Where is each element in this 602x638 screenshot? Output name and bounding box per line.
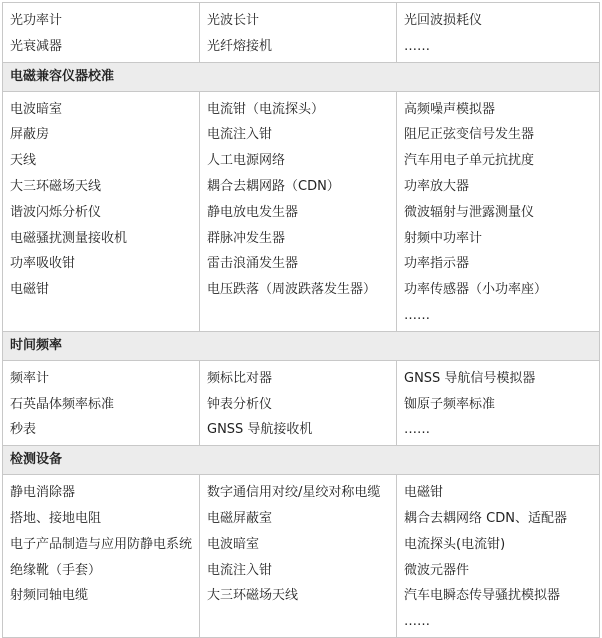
- column-cell: [3, 475, 200, 638]
- equipment-item: 频标比对器: [207, 370, 273, 386]
- section-title: 时间频率: [3, 331, 600, 360]
- equipment-item: 秒表: [10, 422, 37, 438]
- column-cell: [397, 3, 600, 63]
- section-title: 检测设备: [3, 446, 600, 475]
- equipment-item: 高频噪声模拟器: [404, 101, 496, 117]
- equipment-item: 功率吸收钳: [10, 256, 76, 272]
- column-cell: [397, 91, 600, 331]
- equipment-item: 电磁钳: [10, 282, 50, 298]
- equipment-item: 耦合去耦网络 CDN、适配器: [404, 510, 567, 526]
- equipment-item: 电波暗室: [10, 101, 63, 117]
- equipment-item: 频率计: [10, 370, 50, 386]
- equipment-item: 大三环磁场天线: [10, 178, 102, 194]
- equipment-item: 电流探头(电流钳): [404, 536, 506, 552]
- equipment-item: 电子产品制造与应用防静电系统: [10, 536, 193, 552]
- equipment-item: 铷原子频率标准: [404, 396, 496, 412]
- equipment-item: 静电消除器: [10, 485, 76, 501]
- column-cell: [200, 3, 397, 63]
- equipment-item: [10, 303, 199, 329]
- equipment-item: 钟表分析仪: [207, 396, 273, 412]
- equipment-item: ……: [404, 422, 430, 438]
- equipment-item: 微波辐射与泄露测量仪: [404, 204, 535, 220]
- section-body-row: [3, 360, 600, 445]
- equipment-item: ……: [404, 38, 430, 54]
- equipment-item: 雷击浪涌发生器: [207, 256, 299, 272]
- equipment-item: 光功率计: [10, 13, 63, 28]
- equipment-item: [207, 609, 396, 635]
- equipment-item: 电磁屏蔽室: [207, 510, 273, 526]
- equipment-item: 静电放电发生器: [207, 204, 299, 220]
- equipment-item: 光回波损耗仪: [404, 13, 483, 28]
- equipment-item: 群脉冲发生器: [207, 230, 286, 246]
- equipment-item: 汽车用电子单元抗扰度: [404, 153, 535, 169]
- column-cell: [200, 475, 397, 638]
- equipment-item: 功率放大器: [404, 178, 470, 194]
- equipment-item: 人工电源网络: [207, 153, 286, 169]
- section-header-row: [3, 446, 600, 475]
- equipment-item: 汽车电瞬态传导骚扰模拟器: [404, 588, 561, 604]
- section-body-row: [3, 3, 600, 63]
- column-cell: [3, 3, 200, 63]
- section-title: 电磁兼容仪器校准: [3, 62, 600, 91]
- section-header-row: [3, 331, 600, 360]
- equipment-item: 搭地、接地电阻: [10, 510, 102, 526]
- equipment-item: 谐波闪烁分析仪: [10, 204, 102, 220]
- equipment-item: ……: [404, 307, 430, 323]
- equipment-item: 功率传感器（小功率座）: [404, 282, 548, 298]
- equipment-item: 射频同轴电缆: [10, 588, 89, 604]
- equipment-item: 光衰减器: [10, 38, 63, 54]
- equipment-item: 电压跌落（周波跌落发生器）: [207, 282, 377, 298]
- equipment-item: 光波长计: [207, 13, 260, 28]
- equipment-item: 电流注入钳: [207, 562, 273, 578]
- equipment-item: 射频中功率计: [404, 230, 483, 246]
- equipment-item: 天线: [10, 153, 37, 169]
- equipment-item: 光纤熔接机: [207, 38, 273, 54]
- equipment-item: 功率指示器: [404, 256, 470, 272]
- equipment-item: 屏蔽房: [10, 127, 50, 143]
- equipment-item: 电流钳（电流探头）: [207, 101, 325, 117]
- equipment-item: ……: [404, 614, 430, 630]
- equipment-item: [10, 609, 199, 635]
- equipment-item: 电波暗室: [207, 536, 260, 552]
- equipment-item: 大三环磁场天线: [207, 588, 299, 604]
- equipment-item: 电流注入钳: [207, 127, 273, 143]
- section-body-row: [3, 475, 600, 638]
- equipment-item: [207, 303, 396, 329]
- equipment-item: 电磁钳: [404, 485, 444, 501]
- equipment-item: 数字通信用对绞/星绞对称电缆: [207, 485, 381, 501]
- equipment-table: [2, 2, 599, 638]
- column-cell: [200, 360, 397, 445]
- column-cell: [200, 91, 397, 331]
- equipment-item: GNSS 导航信号模拟器: [404, 370, 536, 386]
- column-cell: [397, 475, 600, 638]
- equipment-item: 阻尼正弦变信号发生器: [404, 127, 535, 143]
- equipment-item: 耦合去耦网路（CDN）: [207, 178, 340, 194]
- equipment-item: 微波元器件: [404, 562, 470, 578]
- column-cell: [3, 360, 200, 445]
- section-body-row: [3, 91, 600, 331]
- column-cell: [397, 360, 600, 445]
- section-header-row: [3, 62, 600, 91]
- equipment-item: 绝缘靴（手套）: [10, 562, 102, 578]
- equipment-item: 石英晶体频率标准: [10, 396, 115, 412]
- equipment-item: 电磁骚扰测量接收机: [10, 230, 128, 246]
- column-cell: [3, 91, 200, 331]
- equipment-item: GNSS 导航接收机: [207, 422, 313, 438]
